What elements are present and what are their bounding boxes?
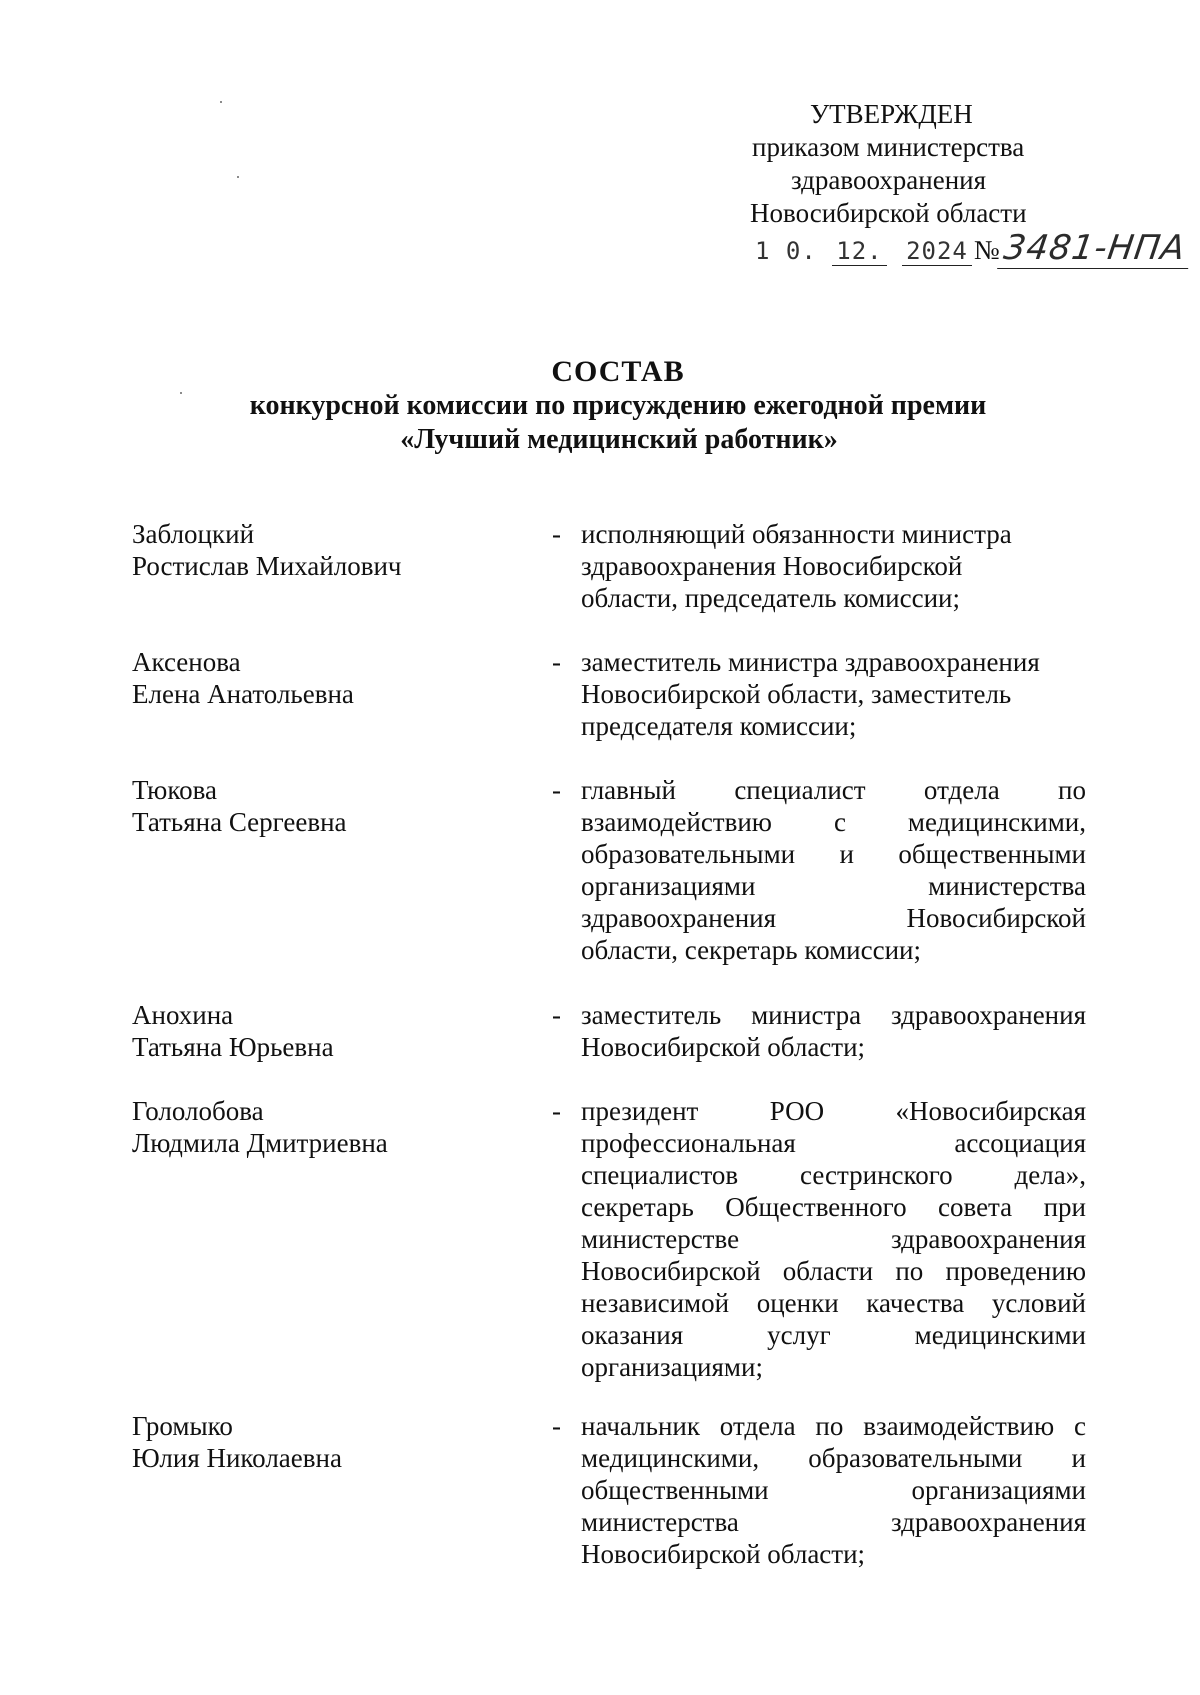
approval-block — [700, 98, 1100, 230]
role-line: независимой оценки качества условий — [581, 1288, 1086, 1318]
scan-speck — [237, 176, 239, 178]
order-date-number — [755, 228, 1191, 268]
role-line: образовательными и общественными — [581, 839, 1086, 869]
role-line: области, секретарь комиссии; — [581, 935, 921, 965]
member-role — [581, 774, 1086, 966]
role-line: министерства здравоохранения — [581, 1507, 1086, 1537]
member-surname: Аксенова — [132, 647, 241, 677]
member-surname: Громыко — [132, 1411, 233, 1441]
member-name — [132, 518, 532, 582]
title-subtitle-1: конкурсной комиссии по присуждению ежегодной премии — [249, 390, 987, 421]
role-line: Новосибирской области; — [581, 1539, 866, 1569]
role-line: оказания услуг медицинскими — [581, 1320, 1086, 1350]
member-given-names: Юлия Николаевна — [132, 1443, 342, 1473]
member-surname: Гололобова — [132, 1096, 264, 1126]
role-line: председателя комиссии; — [581, 711, 857, 741]
role-line: президент РОО «Новосибирская — [581, 1096, 1086, 1126]
role-line: медицинскими, образовательными и — [581, 1443, 1086, 1473]
title-subtitle-2: «Лучший медицинский работник» — [400, 424, 838, 455]
role-line: Новосибирской области; — [581, 1032, 866, 1062]
member-given-names: Ростислав Михайлович — [132, 551, 402, 581]
scan-speck — [220, 101, 222, 103]
member-name — [132, 646, 532, 710]
role-line: организациями; — [581, 1352, 763, 1382]
role-line: специалистов сестринского дела», — [581, 1160, 1086, 1190]
approval-line-region: Новосибирской области — [750, 198, 1027, 228]
role-line: заместитель министра здравоохранения — [581, 1000, 1086, 1030]
role-line: Новосибирской области, заместитель — [581, 679, 1012, 709]
member-surname: Тюкова — [132, 775, 217, 805]
role-line: секретарь Общественного совета при — [581, 1192, 1086, 1222]
role-line: здравоохранения Новосибирской — [581, 551, 963, 581]
member-dash: - — [552, 775, 561, 805]
member-name — [132, 1095, 532, 1159]
member-name — [132, 1410, 532, 1474]
role-line: профессиональная ассоциация — [581, 1128, 1086, 1158]
role-line: Новосибирской области по проведению — [581, 1256, 1086, 1286]
member-dash: - — [552, 1411, 561, 1441]
role-line: заместитель министра здравоохранения — [581, 647, 1040, 677]
title-main: СОСТАВ — [551, 355, 685, 388]
order-date-month: 12. — [832, 237, 886, 266]
member-role — [581, 999, 1086, 1063]
member-dash: - — [552, 647, 561, 677]
role-line: области, председатель комиссии; — [581, 583, 960, 613]
approval-heading: УТВЕРЖДЕН — [810, 99, 973, 129]
member-dash: - — [552, 1096, 561, 1126]
order-date-day: 1 0. — [755, 237, 817, 265]
document-title — [0, 355, 1200, 457]
member-role — [581, 1410, 1086, 1570]
member-dash: - — [552, 519, 561, 549]
member-surname: Анохина — [132, 1000, 234, 1030]
order-date — [755, 237, 972, 265]
role-line: начальник отдела по взаимодействию с — [581, 1411, 1086, 1441]
member-role — [581, 518, 1086, 614]
role-line: общественными организациями — [581, 1475, 1086, 1505]
role-line: исполняющий обязанности министра — [581, 519, 1012, 549]
member-role — [581, 646, 1086, 742]
member-given-names: Татьяна Юрьевна — [132, 1032, 334, 1062]
member-role — [581, 1095, 1086, 1383]
member-dash: - — [552, 1000, 561, 1030]
member-given-names: Татьяна Сергеевна — [132, 807, 347, 837]
member-name — [132, 774, 532, 838]
role-line: взаимодействию с медицинскими, — [581, 807, 1086, 837]
role-line: организациями министерства — [581, 871, 1086, 901]
approval-line-order: приказом министерства — [752, 132, 1025, 162]
role-line: главный специалист отдела по — [581, 775, 1086, 805]
order-number-sign: № — [973, 235, 1000, 265]
role-line: министерстве здравоохранения — [581, 1224, 1086, 1254]
order-date-year: 2024 — [902, 237, 972, 266]
member-given-names: Елена Анатольевна — [132, 679, 354, 709]
order-number: 3481-НПА — [997, 228, 1194, 269]
approval-line-ministry: здравоохранения — [791, 165, 987, 195]
member-given-names: Людмила Дмитриевна — [132, 1128, 388, 1158]
member-surname: Заблоцкий — [132, 519, 255, 549]
member-name — [132, 999, 532, 1063]
role-line: здравоохранения Новосибирской — [581, 903, 1086, 933]
